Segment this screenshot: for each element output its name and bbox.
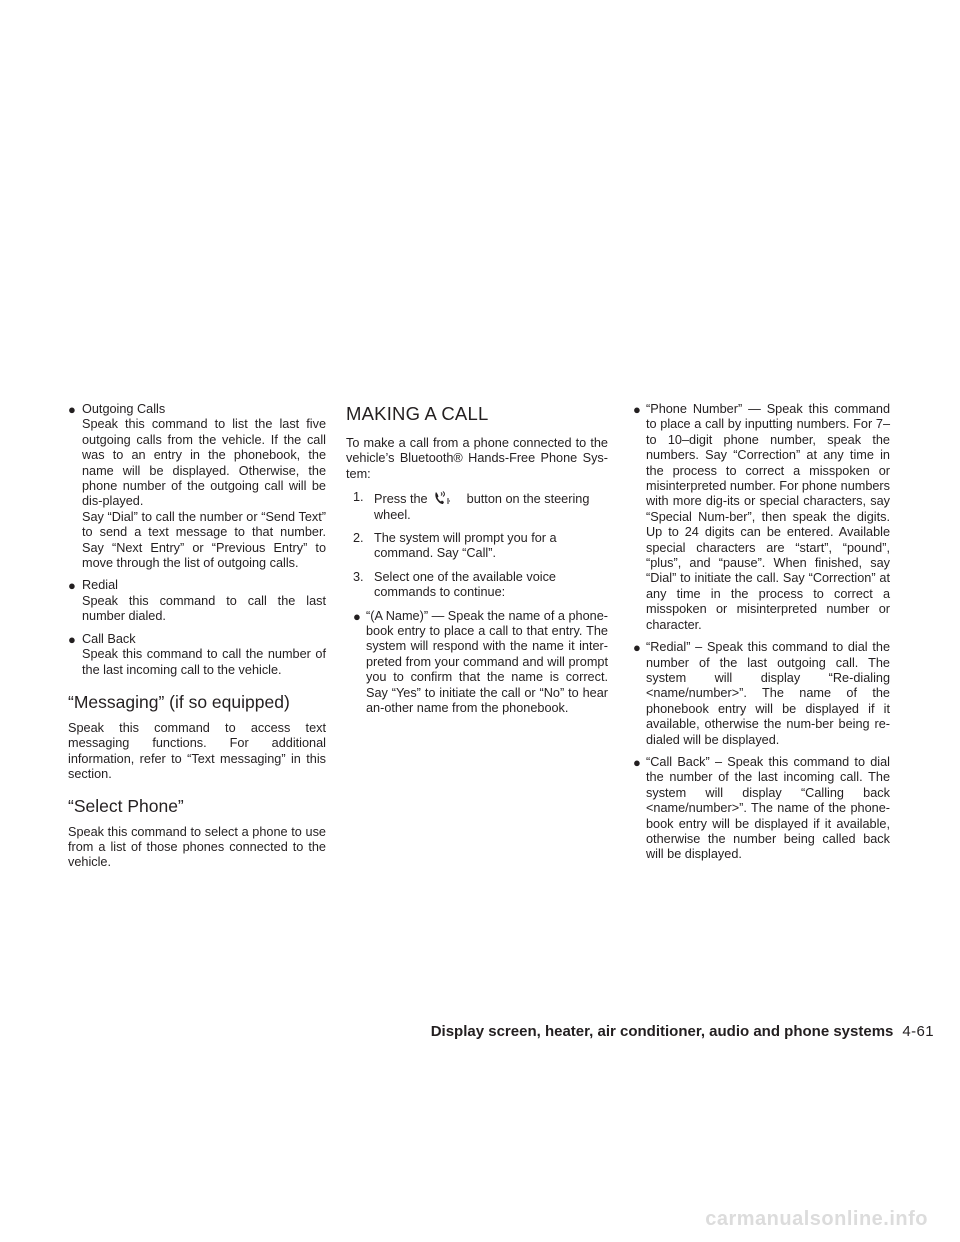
- call-back-body: Speak this command to call the number of the last incoming call to the vehicle.: [82, 647, 326, 677]
- step-3: [346, 570, 608, 601]
- page-number: 4-61: [902, 1023, 934, 1040]
- messaging-heading: “Messaging” (if so equipped): [68, 691, 290, 712]
- step-1-text-before: Press the: [374, 492, 428, 507]
- section-title: Display screen, heater, air conditioner, audio and phone systems: [430, 1023, 894, 1040]
- outgoing-calls-item: [68, 402, 326, 571]
- step-3-text: Select one of the available voice commands to continue:: [374, 569, 556, 600]
- right-column: [626, 402, 890, 870]
- bullet-icon: ●: [68, 402, 76, 417]
- outgoing-calls-body-2: Say “Dial” to call the number or “Send Text” to send a text message to that number. Say “Next Entry” or “Previous Entry” to move through the list of outgoing calls.: [82, 509, 326, 571]
- select-phone-body: Speak this command to select a phone to use from a list of those phones connected to the vehicle.: [68, 824, 326, 870]
- step-2: [346, 531, 608, 562]
- outgoing-calls-title: Outgoing Calls: [82, 402, 166, 416]
- step-number: 3.: [353, 569, 364, 584]
- outgoing-calls-body: Speak this command to list the last five outgoing calls from the vehicle. If the call was to an entry in the phonebook, the name will be displayed. Otherwise, the phone number of the outgoing call will be dis-played.: [82, 417, 326, 509]
- bullet-icon: ●: [353, 608, 361, 624]
- left-column: [68, 402, 326, 879]
- step-number: 2.: [353, 531, 364, 546]
- making-a-call-intro: To make a call from a phone connected to the vehicle’s Bluetooth® Hands-Free Phone Sys-tem:: [346, 436, 608, 481]
- page-footer: [431, 1023, 934, 1041]
- a-name-text: “(A Name)” — Speak the name of a phone-book entry to place a call to that entry. The system will respond with the name it inter-preted from your command and will prompt you to confirm that the name is correct. Say “Yes” to initiate the call or “No” to hear an-other name from the phonebook.: [366, 608, 608, 716]
- making-a-call-heading: MAKING A CALL: [346, 403, 489, 424]
- step-2-text: The system will prompt you for a command. Say “Call”.: [374, 531, 557, 561]
- redial-title: Redial: [82, 578, 118, 593]
- call-back-command-text: “Call Back” – Speak this command to dial the number of the last incoming call. The system will display “Calling back <name/number>”. The name of the phone-book entry will be displayed if it available, otherwise the number being called back will be displayed.: [646, 754, 890, 862]
- select-phone-heading: “Select Phone”: [68, 795, 184, 816]
- step-number: 1.: [353, 490, 364, 505]
- phone-voice-icon: [433, 490, 453, 506]
- bullet-icon: ●: [68, 578, 76, 594]
- redial-command-item: [626, 640, 890, 748]
- watermark: carmanualsonline.info: [705, 1208, 928, 1230]
- call-back-item: [68, 632, 326, 678]
- a-name-item: [346, 609, 608, 717]
- redial-item: [68, 578, 326, 624]
- bullet-icon: ●: [633, 640, 641, 656]
- step-1: [346, 490, 608, 523]
- step-1-text: [374, 490, 608, 523]
- bullet-icon: ●: [633, 754, 641, 770]
- call-back-command-item: [626, 755, 890, 863]
- redial-body: Speak this command to call the last number dialed.: [82, 593, 326, 624]
- redial-command-text: “Redial” – Speak this command to dial the number of the last outgoing call. The system will display “Re-dialing <name/number>”. The name of the phonebook entry will be displayed if it available, otherwise the num-ber being re-dialed will be displayed.: [646, 640, 890, 747]
- middle-column: [346, 402, 608, 724]
- bullet-icon: ●: [633, 402, 641, 417]
- call-back-title: Call Back: [82, 631, 136, 646]
- bullet-icon: ●: [68, 631, 76, 647]
- phone-number-text: “Phone Number” — Speak this command to place a call by inputting numbers. For 7– to 10–digit phone number, speak the numbers. Say “Correction” at any time in the process to correct a misspoken or misinterpreted number. For phone numbers with more dig-its or special characters, say “Special Num-ber”, then speak the digits. Up to 24 digits can be entered. Available special characters are “start”, “pound”, “plus”, and “pause”. When finished, say “Dial” to initiate the call. Say “Correction” at any time in the process to correct a misspoken or misinterpreted number or character.: [646, 402, 891, 632]
- messaging-body: Speak this command to access text messaging functions. For additional information, refer to “Text messaging” in this section.: [68, 720, 326, 782]
- phone-number-item: [626, 402, 890, 633]
- step-1-text-after: button on the steering wheel.: [374, 492, 590, 522]
